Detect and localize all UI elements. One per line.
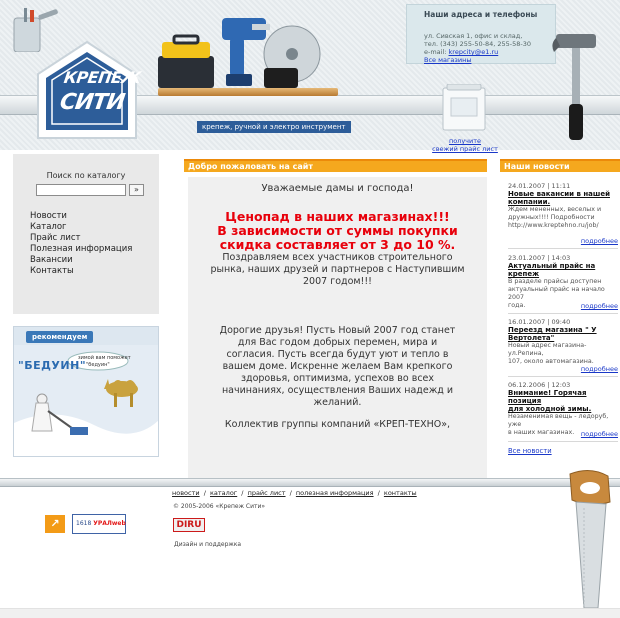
contacts-email-label: e-mail: bbox=[424, 48, 447, 56]
contacts-email-link[interactable]: krepcity@e1.ru bbox=[448, 48, 499, 56]
footer-separator: / bbox=[377, 489, 380, 497]
news-body-line: года. bbox=[508, 302, 526, 309]
contacts-stores-row bbox=[424, 56, 549, 64]
promo-banner[interactable] bbox=[13, 326, 159, 457]
footer-rail bbox=[0, 478, 620, 487]
congrats-line: Поздравляем всех участников строительного bbox=[222, 252, 453, 263]
news-title-line: Актуальный прайс на крепеж bbox=[508, 262, 596, 278]
news-divider bbox=[508, 441, 618, 442]
news-body-line: дружных!!!! Подробности bbox=[508, 214, 595, 221]
news-date: 24.01.2007 | 11:11 bbox=[508, 182, 571, 190]
footer-separator: / bbox=[241, 489, 244, 497]
nav-item-useful-info[interactable]: Полезная информация bbox=[30, 244, 133, 254]
news-body-line: Ждем мененных, веселых и bbox=[508, 206, 602, 213]
site-tagline: крепеж, ручной и электро инструмент bbox=[197, 121, 351, 133]
nav-item-contacts[interactable]: Контакты bbox=[30, 266, 74, 276]
news-body-line: актуальный прайс на начало 2007 bbox=[508, 286, 605, 301]
price-link-line1: получите bbox=[448, 137, 482, 145]
greeting: Уважаемые дамы и господа! bbox=[261, 183, 414, 194]
price-link-line2: свежий прайс лист bbox=[432, 145, 498, 153]
news-title-line: Новые вакансии в нашей bbox=[508, 190, 610, 198]
news-body bbox=[508, 206, 618, 230]
welcome-content bbox=[188, 177, 487, 478]
counter-badge-arrow-icon[interactable]: ↗ bbox=[45, 515, 65, 533]
left-sidebar bbox=[13, 154, 159, 314]
news-item bbox=[508, 318, 618, 366]
designer-logo[interactable]: DIRU bbox=[173, 518, 205, 532]
hammer-icon bbox=[552, 34, 600, 142]
footer-separator: / bbox=[289, 489, 292, 497]
sale-line: скидка составляет от 3 до 10 %. bbox=[219, 237, 456, 252]
congratulations bbox=[188, 252, 487, 288]
news-divider bbox=[508, 248, 618, 249]
search-input[interactable] bbox=[36, 184, 126, 196]
wishes-line: желаний. bbox=[313, 397, 362, 408]
footer-bottom-strip bbox=[0, 608, 620, 618]
congrats-line: рынка, наших друзей и партнеров с Наступившим bbox=[210, 264, 465, 275]
footer-separator: / bbox=[203, 489, 206, 497]
price-sheet-icon[interactable] bbox=[441, 84, 487, 132]
new-year-wishes bbox=[188, 325, 487, 409]
news-body-line: 107, около автомагазина. bbox=[508, 358, 594, 365]
footer-link-news[interactable]: новости bbox=[172, 489, 200, 497]
welcome-header: Добро пожаловать на сайт bbox=[184, 159, 487, 172]
sale-announcement bbox=[188, 210, 487, 252]
design-credit[interactable]: Дизайн и поддержка bbox=[174, 541, 242, 548]
news-date: 16.01.2007 | 09:40 bbox=[508, 318, 571, 326]
hand-saw-icon bbox=[560, 468, 618, 610]
news-item bbox=[508, 182, 618, 230]
wishes-line: вашем доме. Искренне желаем Вам крепкого bbox=[222, 361, 453, 372]
shelf-plank bbox=[158, 88, 338, 96]
search-title: Поиск по каталогу bbox=[46, 171, 126, 180]
news-title-line: Переезд магазина " У bbox=[508, 326, 597, 334]
news-title-line: для холодной зимы. bbox=[508, 405, 592, 413]
svg-text:"бедуин": "бедуин" bbox=[86, 362, 110, 368]
news-title[interactable] bbox=[508, 389, 618, 413]
logo-text-top: КРЕПЕЖ bbox=[62, 68, 142, 87]
site-header bbox=[0, 0, 620, 150]
promo-label: рекомендуем bbox=[26, 331, 93, 343]
wishes-line: Дорогие друзья! Пусть Новый 2007 год станет bbox=[219, 325, 456, 336]
nav-item-price-list[interactable]: Прайс лист bbox=[30, 233, 81, 243]
news-body bbox=[508, 342, 618, 366]
footer-link-price-list[interactable]: прайс лист bbox=[247, 489, 286, 497]
news-title-line: Вертолета" bbox=[508, 334, 555, 342]
copyright: © 2005-2006 «Крепеж Сити» bbox=[173, 503, 266, 510]
news-divider bbox=[508, 376, 618, 377]
footer-link-useful-info[interactable]: полезная информация bbox=[295, 489, 374, 497]
news-title-line: компании. bbox=[508, 198, 551, 206]
wishes-line: для Вас годом добрых перемен, мира и bbox=[237, 337, 438, 348]
news-date: 06.12.2006 | 12:03 bbox=[508, 381, 571, 389]
wishes-line: согласия. Пусть всегда будут уют и тепло в bbox=[226, 349, 449, 360]
news-body-line: В разделе прайсы доступен bbox=[508, 278, 602, 285]
news-title-line: Внимание! Горячая позиция bbox=[508, 389, 587, 405]
footer-nav bbox=[172, 489, 417, 497]
contacts-phone: тел. (343) 255-50-84, 255-58-30 bbox=[424, 40, 532, 48]
tools-shelf-illustration bbox=[152, 12, 334, 98]
promo-brand: "БЕДУИН" bbox=[18, 359, 87, 372]
news-title[interactable] bbox=[508, 262, 618, 278]
news-item bbox=[508, 381, 618, 437]
team-signature: Коллектив группы компаний «КРЕП-ТЕХНО», bbox=[224, 419, 451, 430]
news-more-link[interactable]: подробнее bbox=[580, 430, 618, 438]
sale-line: В зависимости от суммы покупки bbox=[217, 223, 458, 238]
news-body-line: в наших магазинах. bbox=[508, 429, 575, 436]
news-date: 23.01.2007 | 14:03 bbox=[508, 254, 571, 262]
all-stores-link[interactable]: Все магазины bbox=[424, 56, 472, 64]
counter-badge-uralweb[interactable] bbox=[72, 514, 126, 534]
contacts-title: Наши адреса и телефоны bbox=[424, 10, 538, 19]
svg-text:зимой вам поможет: зимой вам поможет bbox=[78, 355, 131, 361]
news-more-link[interactable]: подробнее bbox=[580, 365, 618, 373]
contacts-email-row bbox=[424, 48, 549, 56]
logo-text-bottom: СИТИ bbox=[58, 90, 126, 115]
all-news-link[interactable]: Все новости bbox=[508, 447, 552, 455]
counter-brand: УРАЛweb bbox=[93, 520, 126, 527]
news-divider bbox=[508, 313, 618, 314]
news-title[interactable] bbox=[508, 190, 618, 206]
news-title[interactable] bbox=[508, 326, 618, 342]
sale-line: Ценопад в наших магазинах!!! bbox=[225, 209, 450, 224]
news-body-line: Новый адрес магазина-ул.Репина, bbox=[508, 342, 587, 357]
footer-link-contacts[interactable]: контакты bbox=[383, 489, 417, 497]
news-body-line: Незаменимая вещь - ледоруб, уже bbox=[508, 413, 609, 428]
news-more-link[interactable]: подробнее bbox=[580, 237, 618, 245]
main-nav bbox=[30, 211, 132, 277]
price-list-link[interactable] bbox=[430, 137, 500, 153]
contacts-address: ул. Сивская 1, офис и склад, bbox=[424, 32, 523, 40]
congrats-line: 2007 годом!!! bbox=[303, 276, 372, 287]
nav-item-catalog[interactable]: Каталог bbox=[30, 222, 67, 232]
nav-item-news[interactable]: Новости bbox=[30, 211, 67, 221]
search-button[interactable]: » bbox=[129, 184, 144, 196]
counter-number: 1618 bbox=[76, 520, 92, 527]
news-header: Наши новости bbox=[500, 159, 620, 172]
wishes-line: начинаниях, осуществления Ваших надежд и bbox=[221, 385, 454, 396]
wishes-line: здоровья, оптимизма, успехов во всех bbox=[240, 373, 435, 384]
nav-item-vacancies[interactable]: Вакансии bbox=[30, 255, 73, 265]
news-body-line: http://www.kreptehno.ru/job/ bbox=[508, 222, 599, 229]
contacts-note bbox=[406, 4, 556, 64]
news-more-link[interactable]: подробнее bbox=[580, 302, 618, 310]
footer-link-catalog[interactable]: каталог bbox=[209, 489, 238, 497]
